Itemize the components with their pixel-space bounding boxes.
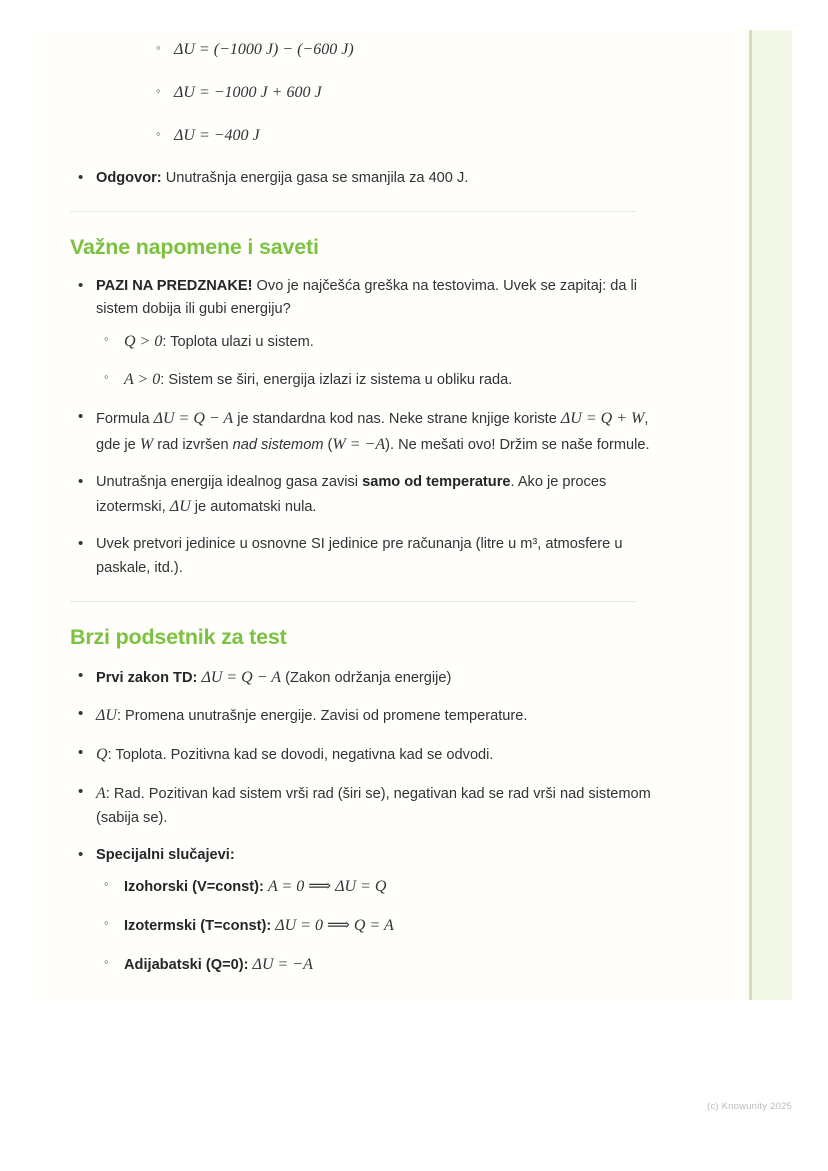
case-label: Adijabatski (Q=0): [124, 956, 249, 973]
answer-label: Odgovor: [96, 170, 162, 186]
list-item-formula-note [70, 406, 670, 458]
text-part: rad izvršen [153, 436, 233, 453]
math-symbol: A [96, 785, 106, 803]
list-item-specijalni-slucajevi [70, 844, 670, 977]
section-heading-vazne-napomene: Važne napomene i saveti [70, 234, 319, 259]
list-item [96, 329, 670, 355]
text-part: ( [323, 436, 333, 453]
list-item-a [70, 781, 670, 831]
case-label: Izotermski (T=const): [124, 918, 272, 934]
accent-side-rule [749, 30, 752, 1000]
list-item-temperature-note [70, 471, 670, 521]
calculation-steps-list [70, 38, 670, 148]
math-expression: ΔU = −1000 J + 600 J [174, 84, 322, 101]
emphasis-text: nad sistemom [232, 436, 324, 453]
bold-text: samo od temperature [362, 473, 511, 490]
summary-text: : Toplota. Pozitivna kad se dovodi, negativna kad se odvodi. [107, 747, 494, 764]
math-symbol: ΔU [96, 707, 117, 725]
summary-list [70, 665, 670, 978]
page-sheet [36, 30, 792, 1000]
list-item-predznake [70, 275, 670, 393]
section-heading-brzi-podsetnik: Brzi podsetnik za test [70, 624, 287, 649]
text-part: Uvek pretvori jedinice u osnovne SI jedinice pre računanja (litre u m³, atmosfere u paskale, itd.). [96, 536, 623, 576]
list-item-q [70, 742, 670, 768]
math-expression: ΔU = (−1000 J) − (−600 J) [174, 41, 354, 58]
list-item-izohorski [96, 874, 670, 900]
list-item-prvi-zakon [70, 665, 670, 691]
text-part: . Ako je proces izotermski, [96, 473, 607, 516]
summary-text: : Promena unutrašnje energije. Zavisi od promene temperature. [116, 708, 528, 725]
math-symbol: Q [96, 746, 108, 764]
text-part: ). Ne mešati ovo! Držim se naše formule. [385, 436, 650, 453]
document-content [70, 30, 670, 990]
list-item [70, 81, 670, 105]
list-item-adijabatski [96, 952, 670, 978]
math-expression: ΔU = −A [252, 955, 313, 973]
summary-text: (Zakon održanja energije) [285, 669, 452, 686]
note-text: Ovo je najčešća greška na testovima. Uvek se zapitaj: da li sistem dobija ili gubi energiju? [96, 277, 637, 318]
math-symbol: ΔU [169, 498, 191, 516]
case-label: Izohorski (V=const): [124, 879, 264, 896]
accent-side-panel [749, 30, 792, 1000]
text-part: je standardna kod nas. Neke strane knjige koriste [233, 410, 561, 427]
section-divider [70, 211, 636, 212]
section-divider [70, 601, 636, 602]
math-expression: ΔU = −400 J [174, 127, 260, 144]
list-item-delta-u [70, 703, 670, 729]
math-expression: A = 0 ⟹ ΔU = Q [267, 878, 387, 896]
note-lead-label: PAZI NA PREDZNAKE! [96, 277, 253, 294]
sub-text: : Sistem se širi, energija izlazi iz sistema u obliku rada. [160, 372, 513, 389]
sub-text: : Toplota ulazi u sistem. [162, 333, 314, 350]
math-symbol: W [139, 435, 154, 453]
math-expression: W = −A [332, 435, 386, 453]
text-part: je automatski nula. [190, 499, 317, 516]
text-part: Unutrašnja energija idealnog gasa zavisi [96, 473, 363, 490]
text-part: Formula [96, 410, 154, 427]
list-item-answer [70, 167, 670, 191]
list-item-units-note [70, 533, 670, 580]
answer-text: Unutrašnja energija gasa se smanjila za 400 J. [165, 170, 469, 186]
summary-text: : Rad. Pozitivan kad sistem vrši rad (širi se), negativan kad se rad vrši nad sistemom (sabija se). [96, 786, 651, 827]
notes-list [70, 275, 670, 581]
list-item [70, 124, 670, 148]
special-cases-list [96, 874, 670, 977]
page-footer: (c) Knowunity 2025 [707, 1101, 792, 1112]
list-item [70, 38, 670, 62]
text-part: , gde je [96, 410, 649, 453]
math-expression: A > 0 [124, 371, 161, 389]
list-item [96, 367, 670, 393]
list-item-izotermski [96, 913, 670, 939]
math-expression: Q > 0 [124, 332, 163, 350]
math-expression: ΔU = Q + W [560, 409, 645, 427]
summary-label: Prvi zakon TD: [96, 669, 198, 686]
math-expression: ΔU = Q − A [153, 409, 234, 427]
math-expression: ΔU = 0 ⟹ Q = A [275, 917, 394, 934]
sign-rules-list [96, 329, 670, 393]
math-expression: ΔU = Q − A [201, 668, 282, 686]
answer-list [70, 167, 670, 191]
summary-label: Specijalni slučajevi: [96, 846, 235, 863]
